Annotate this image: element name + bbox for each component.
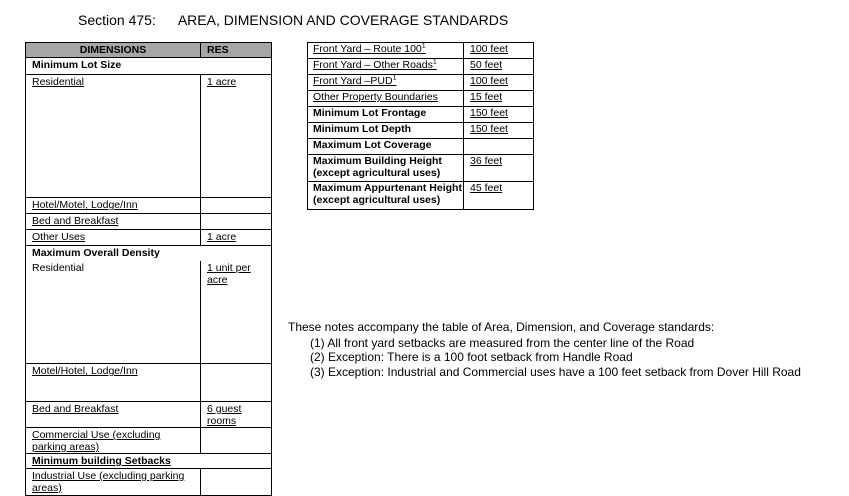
- table-row: [25, 213, 272, 229]
- footnote-ref: 1: [432, 59, 437, 66]
- note-item: (3) Exception: Industrial and Commercial uses have a 100 feet setback from Dover Hill Road: [310, 364, 801, 379]
- table-row: [25, 469, 272, 496]
- note-item: (2) Exception: There is a 100 foot setback from Handle Road: [310, 350, 633, 364]
- density-commercial-label: Commercial Use (excluding parking areas): [26, 428, 201, 453]
- header-res: RES: [207, 44, 229, 56]
- hotel-value: [201, 198, 271, 213]
- table-row: [307, 122, 534, 138]
- hotel-label: Hotel/Motel, Lodge/Inn: [26, 198, 201, 213]
- table-row: [25, 261, 272, 363]
- notes-list: [288, 336, 801, 380]
- table-row: [25, 401, 272, 427]
- density-bnb-label: Bed and Breakfast: [26, 402, 201, 427]
- table-row: [307, 181, 534, 210]
- appurtenant-height-label: Maximum Appurtenant Height (except agricultural uses): [308, 182, 464, 209]
- page-title: [78, 12, 508, 28]
- lot-depth-value: 150 feet: [470, 123, 508, 135]
- front-yard-pud-value: 100 feet: [470, 75, 508, 87]
- section-number: Section 475:: [78, 12, 156, 28]
- density-bnb-value: 6 guest rooms: [207, 403, 242, 427]
- bnb-label: Bed and Breakfast: [26, 214, 201, 229]
- table-row: [307, 90, 534, 106]
- footnote-ref: 1: [421, 43, 426, 50]
- header-dimensions: DIMENSIONS: [26, 43, 201, 57]
- section-row: [25, 245, 272, 261]
- table-row: [307, 106, 534, 122]
- table-row: [25, 74, 272, 197]
- other-boundaries-value: 15 feet: [470, 91, 503, 103]
- min-lot-size-heading: Minimum Lot Size: [32, 59, 122, 71]
- table-header-row: [25, 42, 272, 58]
- other-boundaries-label: Other Property Boundaries: [308, 91, 464, 106]
- lot-frontage-value: 150 feet: [470, 107, 508, 119]
- other-uses-value: 1 acre: [207, 231, 237, 243]
- density-residential-label: Residential: [26, 261, 201, 363]
- max-density-heading: Maximum Overall Density: [32, 247, 160, 259]
- section-row: [25, 453, 272, 469]
- appurtenant-height-value: 45 feet: [470, 182, 503, 194]
- density-residential-value: 1 unit per acre: [207, 262, 251, 286]
- front-yard-route100-label: Front Yard – Route $100^1$: [308, 43, 464, 58]
- notes-block: [288, 320, 801, 379]
- front-yard-route100-value: 100 feet: [470, 43, 508, 55]
- building-height-value: 36 feet: [470, 155, 503, 167]
- density-hotel-value: [201, 364, 271, 401]
- front-yard-other-label: Front Yard – Other Roads$^1$: [308, 59, 464, 74]
- lot-coverage-label: Maximum Lot Coverage: [308, 139, 464, 154]
- lot-frontage-label: Minimum Lot Frontage: [308, 107, 464, 122]
- table-row: [307, 138, 534, 154]
- building-height-label: Maximum Building Height (except agricultural uses): [308, 155, 464, 181]
- lot-depth-label: Minimum Lot Depth: [308, 123, 464, 138]
- other-uses-label: Other Uses: [26, 230, 201, 245]
- density-hotel-label: Motel/Hotel, Lodge/Inn: [26, 364, 201, 401]
- residential-value: 1 acre: [207, 76, 237, 88]
- table-row: [25, 229, 272, 245]
- density-commercial-value: [201, 428, 271, 453]
- residential-label: Residential: [26, 75, 201, 197]
- min-setbacks-heading: Minimum building Setbacks: [32, 455, 171, 467]
- front-yard-pud-label: Front Yard –PUD$^1$: [308, 75, 464, 90]
- industrial-label: Industrial Use (excluding parking areas): [26, 469, 201, 495]
- table-row: [25, 427, 272, 453]
- table-row: [25, 363, 272, 401]
- table-row: [307, 58, 534, 74]
- industrial-value: [201, 469, 271, 495]
- table-row: [307, 74, 534, 90]
- lot-coverage-value: [464, 139, 533, 154]
- section-row: [25, 58, 272, 74]
- section-name: AREA, DIMENSION AND COVERAGE STANDARDS: [177, 12, 509, 28]
- table-row: [307, 154, 534, 181]
- bnb-value: [201, 214, 271, 229]
- table-row: [307, 42, 534, 58]
- note-item: (1) All front yard setbacks are measured from the center line of the Road: [310, 335, 695, 350]
- footnote-ref: 1: [392, 75, 397, 82]
- notes-intro: These notes accompany the table of Area, Dimension, and Coverage standards:: [288, 320, 715, 334]
- table-row: [25, 197, 272, 213]
- front-yard-other-value: 50 feet: [470, 59, 503, 71]
